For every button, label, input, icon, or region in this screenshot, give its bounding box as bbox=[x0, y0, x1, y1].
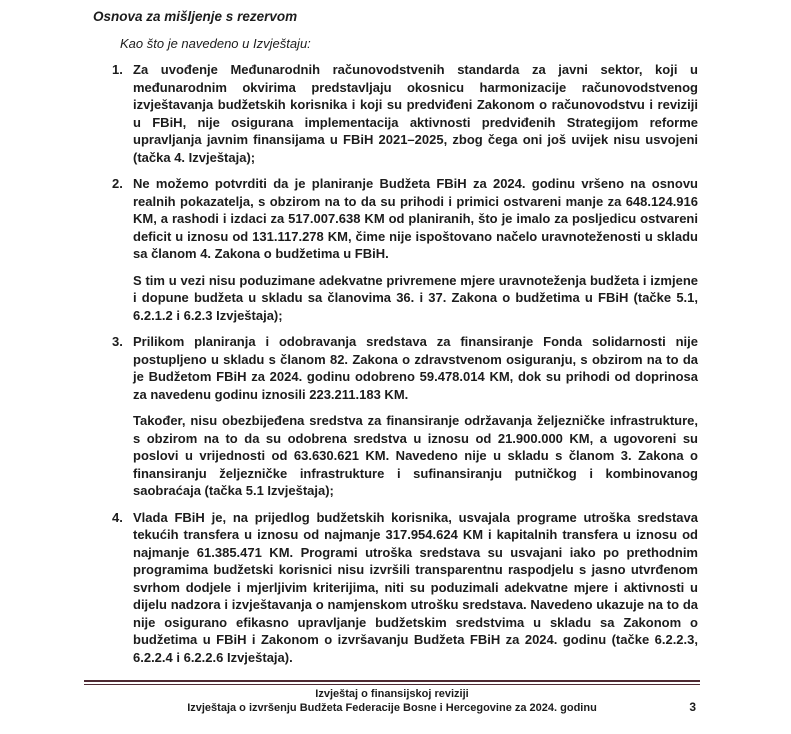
list-item bbox=[93, 175, 698, 324]
list-item-body bbox=[133, 61, 698, 166]
document-content bbox=[93, 8, 698, 666]
list-item-number: 4. bbox=[112, 509, 123, 525]
intro-line: Kao što je navedeno u Izvještaju: bbox=[120, 36, 311, 51]
footer-divider bbox=[84, 680, 700, 685]
list-item-body bbox=[133, 175, 698, 324]
footer-report-type: Izvještaj o finansijskoj reviziji bbox=[315, 688, 469, 700]
list-item-paragraph: Za uvođenje Međunarodnih računovodstvenih standarda za javni sektor, koji u međunarodnim okvirima predstavljaju okosnicu harmonizacije računovodstvenog izvještavanja budžetskih korisnika i koji su predviđeni Zakonom o računovodstvu i reviziji u FBiH, nije osigurana implementacija aktivnosti predviđenih Strategijom reforme upravljanja javnim finansijama u FBiH 2021–2025, zbog čega oni još uvijek nisu usvojeni (tačka 4. Izvještaja); bbox=[133, 62, 698, 165]
list-item-paragraph: Ne možemo potvrditi da je planiranje Budžeta FBiH za 2024. godinu vršeno na osnovu realnih pokazatelja, s obzirom na to da su prihodi i primici ostvareni manje za 648.124.916 KM, a rashodi i izdaci za 517.007.638 KM od planiranih, što je imalo za posljedicu ostvareni deficit u iznosu od 131.117.278 KM, čime nije ispoštovano načelo uravnoteženosti u skladu sa članom 4. Zakona o budžetima u FBiH. bbox=[133, 176, 698, 261]
list-item-body bbox=[133, 333, 698, 500]
page-footer bbox=[84, 680, 700, 715]
list-item-number: 3. bbox=[112, 334, 123, 349]
list-item bbox=[93, 333, 698, 500]
footer-report-title: Izvještaja o izvršenju Budžeta Federacije Bosne i Hercegovine za 2024. godinu bbox=[187, 701, 597, 714]
numbered-list bbox=[93, 61, 698, 666]
list-item-body bbox=[133, 509, 698, 667]
list-item-paragraph: S tim u vezi nisu poduzimane adekvatne privremene mjere uravnoteženja budžeta i izmjene i dopune budžeta u skladu sa članovima 36. i 37. Zakona o budžetima u FBiH (tačke 5.1, 6.2.1.2 i 6.2.3 Izvještaja); bbox=[133, 272, 698, 323]
footer-page-number: 3 bbox=[689, 700, 696, 714]
list-item bbox=[93, 61, 698, 166]
list-item bbox=[93, 509, 698, 667]
list-item-paragraph: Prilikom planiranja i odobravanja sredstava za finansiranje Fonda solidarnosti nije postupljeno u skladu s članom 82. Zakona o zdravstvenom osiguranju, s obzirom na to da je Budžetom FBiH za 2024. godinu odobreno 59.478.014 KM, dok su prihodi od doprinosa za navedenu godinu iznosili 223.211.183 KM. bbox=[133, 334, 698, 402]
list-item-number: 1. bbox=[112, 62, 123, 77]
list-item-paragraph: Vlada FBiH je, na prijedlog budžetskih korisnika, usvajala programe utroška sredstava tekućih transfera u iznosu od najmanje 317.954.624 KM i kapitalnih transfera u iznosu od najmanje 61.385.471 KM. Programi utroška sredstava su usvajani iako po prethodnim programima budžetski korisnici nisu izvršili transparentnu raspodjelu s jasno utvrđenom svrhom dodjele i mjerljivim kriterijima, niti su poduzimali adekvatne mjere i aktivnosti u dijelu nadzora i izvještavanja o namjenskom utrošku sredstava. Navedeno ukazuje na to da nije osigurano efikasno upravljanje budžetskim sredstvima u skladu sa Zakonom o budžetima u FBiH i Zakonom o izvršavanju Budžeta FBiH za 2024. godinu (tačke 6.2.2.3, 6.2.2.4 i 6.2.2.6 Izvještaja). bbox=[133, 509, 698, 665]
list-item-paragraph: Također, nisu obezbijeđena sredstva za finansiranje održavanja željezničke infrastrukture, s obzirom na to da su odobrena sredstva u iznosu od 21.900.000 KM, a ugovoreni su poslovi u vrijednosti od 63.630.621 KM. Navedeno nije u skladu s članom 3. Zakona o finansiranju željezničke infrastrukture i sufinansiranju putničkog i kombinovanog saobraćaja (tačka 5.1 Izvještaja); bbox=[133, 413, 698, 498]
section-title: Osnova za mišljenje s rezervom bbox=[93, 9, 298, 24]
list-item-number: 2. bbox=[112, 176, 123, 191]
